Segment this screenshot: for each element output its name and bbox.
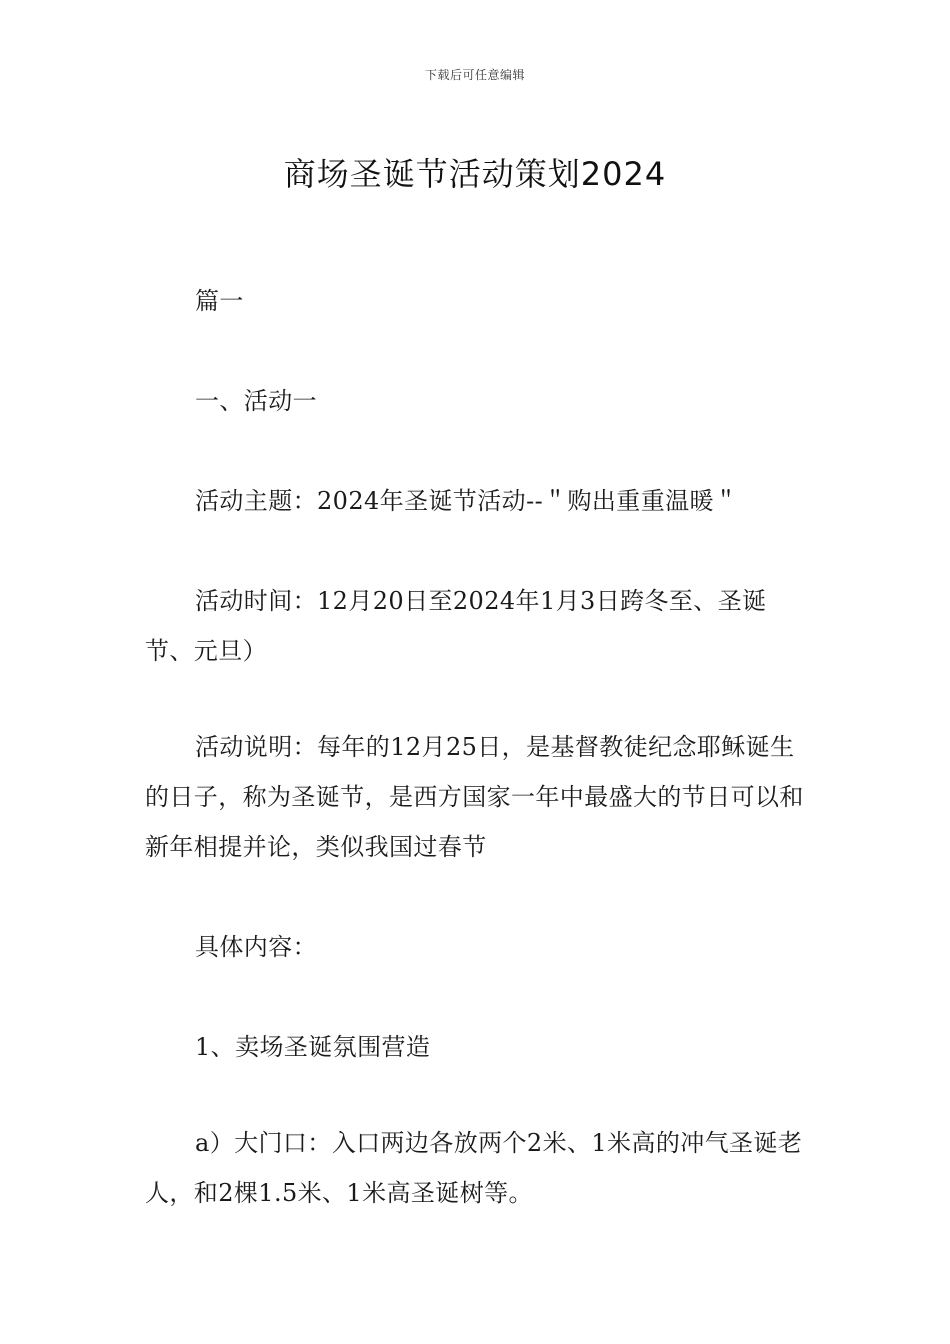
- paragraph: 活动说明：每年的12月25日，是基督教徒纪念耶稣诞生的日子，称为圣诞节，是西方国家一年中最盛大的节日可以和新年相提并论，类似我国过春节: [145, 733, 804, 861]
- document-title: 商场圣诞节活动策划2024: [283, 155, 667, 194]
- paragraph: 具体内容：: [195, 933, 317, 961]
- paragraph-content-heading: [145, 922, 810, 972]
- paragraph-activity-heading: [145, 376, 810, 426]
- paragraph: 活动主题：2024年圣诞节活动--＂购出重重温暖＂: [195, 487, 739, 515]
- paragraph: a）大门口：入口两边各放两个2米、1米高的冲气圣诞老人，和2棵1.5米、1米高圣诞树等。: [145, 1129, 803, 1207]
- paragraph: 活动时间：12月20日至2024年1月3日跨冬至、圣诞节、元旦）: [145, 587, 767, 665]
- paragraph-activity-description: [145, 722, 810, 872]
- paragraph: 一、活动一: [195, 387, 317, 415]
- paragraph-item-1: [145, 1022, 810, 1072]
- paragraph: 1、卖场圣诞氛围营造: [195, 1033, 431, 1061]
- paragraph-activity-theme: [145, 476, 810, 526]
- paragraph-item-a: [145, 1118, 810, 1218]
- paragraph-section-label: [145, 276, 810, 326]
- header-note: 下载后可任意编辑: [424, 68, 525, 82]
- paragraph-activity-time: [145, 576, 810, 676]
- paragraph: 篇一: [195, 287, 244, 315]
